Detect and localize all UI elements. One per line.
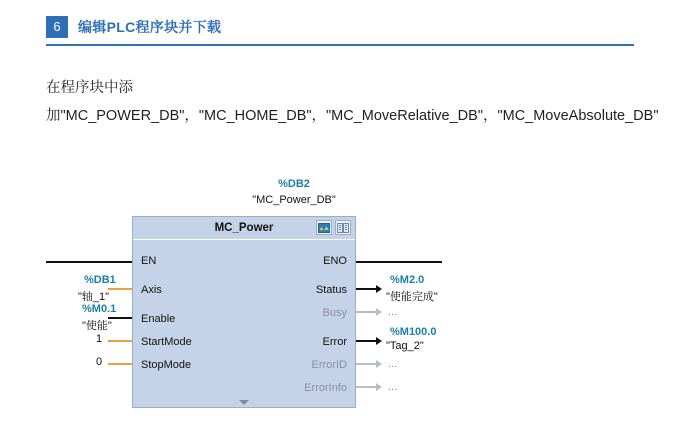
pin-label-startmode: StartMode [141,336,192,348]
operand-errorid-empty[interactable]: ... [388,358,398,370]
operand-axis-address[interactable]: %DB1 [84,274,116,286]
eno-rail [356,261,442,263]
stub-errorid [356,363,378,365]
arrow-errorid-icon [376,360,382,368]
operand-axis-name[interactable]: "轴_1" [78,291,110,303]
block-title: MC_Power [214,222,274,234]
pin-label-en: EN [141,255,157,267]
arrow-busy-icon [376,308,382,316]
section-header [46,16,634,46]
pin-label-enable: Enable [141,313,176,325]
stub-errorinfo [356,386,378,388]
lad-block-diagram [46,178,646,418]
properties-icon[interactable] [335,220,351,235]
block-title-separator [133,239,355,240]
pin-label-status: Status [315,284,347,296]
db-number-label: %DB2 [278,178,310,190]
header-divider [46,44,634,46]
pin-label-busy: Busy [322,307,347,319]
mc-power-block[interactable] [132,216,356,408]
en-rail [46,261,132,263]
operand-stopmode-value[interactable]: 0 [96,356,103,368]
stub-busy [356,311,378,313]
operand-errorinfo-empty[interactable]: ... [388,381,398,393]
expand-arrow-icon[interactable] [239,400,249,405]
enable-view-icon[interactable] [316,220,332,235]
stub-stopmode [108,363,132,365]
operand-busy-empty[interactable]: ... [388,306,398,318]
step-number-badge: 6 [46,16,68,38]
operand-enable-address[interactable]: %M0.1 [82,303,117,315]
pin-label-error: Error [322,336,347,348]
block-icon-group [316,220,351,235]
db-instance-label: "MC_Power_DB" [252,194,336,206]
operand-error-address[interactable]: %M100.0 [390,326,437,338]
arrow-error-icon [376,337,382,345]
operand-status-name[interactable]: "使能完成" [386,291,438,303]
operand-enable-name[interactable]: "使能" [82,320,112,332]
operand-error-name[interactable]: "Tag_2" [386,340,424,352]
pin-label-errorinfo: ErrorInfo [304,382,347,394]
arrow-status-icon [376,285,382,293]
stub-axis [108,288,132,290]
stub-startmode [108,340,132,342]
pin-label-stopmode: StopMode [141,359,192,371]
pin-label-errorid: ErrorID [311,359,347,371]
arrow-errorinfo-icon [376,383,382,391]
operand-status-address[interactable]: %M2.0 [390,274,425,286]
stub-status [356,288,378,290]
pin-label-axis: Axis [141,284,162,296]
stub-error [356,340,378,342]
operand-startmode-value[interactable]: 1 [96,333,103,345]
page-title: 编辑PLC程序块并下载 [78,19,222,35]
body-paragraph: 在程序块中添加"MC_POWER_DB"，"MC_HOME_DB"，"MC_MoveRelative_DB"，"MC_MoveAbsolute_DB" [46,80,659,124]
pin-label-eno: ENO [323,255,347,267]
